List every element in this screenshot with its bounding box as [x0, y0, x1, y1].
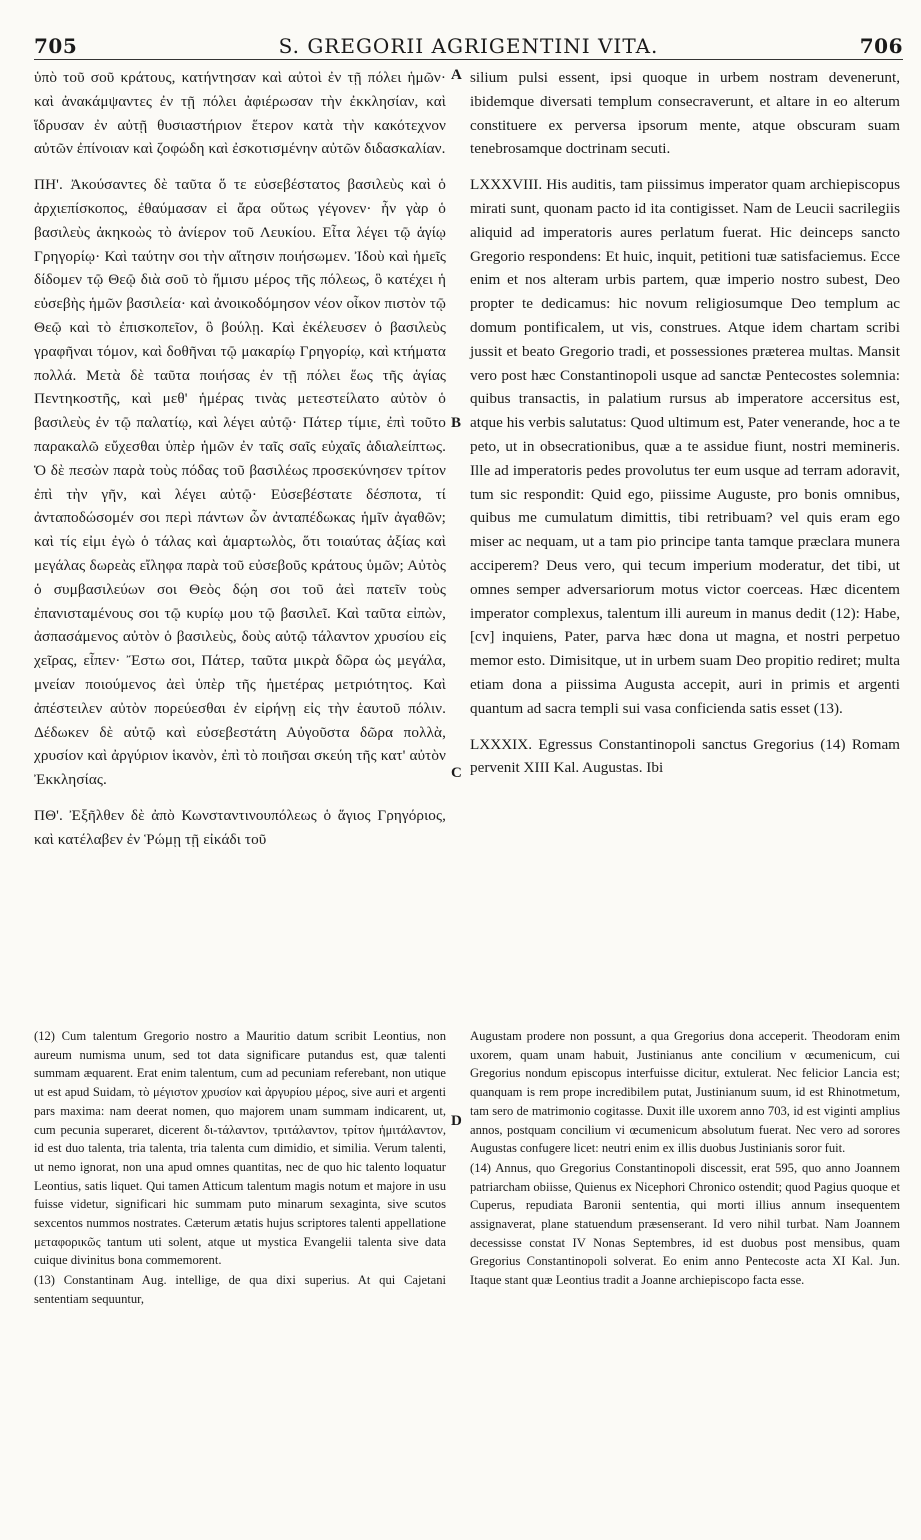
latin-paragraph-continuation: silium pulsi essent, ipsi quoque in urbem nostram devenerunt, ibidemque diversati templum consecraverunt, et altare in eo alterum constituere ex perversa ipsorum mente, atque obscuram suam tenebrosamque doctrinam secuti.	[470, 69, 900, 158]
latin-text-column	[470, 66, 900, 780]
footnotes-right-column	[470, 1027, 900, 1290]
footnotes-left-column	[34, 1027, 446, 1309]
greek-text-column	[34, 66, 446, 852]
running-header	[34, 34, 903, 60]
running-title: S. GREGORII AGRIGENTINI VITA.	[278, 34, 659, 58]
margin-marker-a: A	[451, 67, 462, 83]
footnote-14: (14) Annus, quo Gregorius Constantinopoli discessit, erat 595, quo anno Joannem patriarcham obiisse, Quienus ex Nicephori Chronico ostendit; quod Pagius quoque et Cuperus, repudiata Baronii sententia, qui morti illius annum insequentem assignaverat, plane statuendum præsenserant. Id vero nihil turbat. Nam Joannem decessisse constat IV Nonas Septembres, id est duobus post mensibus, quam Gregorius Constantinopoli solverat. Eo enim anno Pentecoste acta XI Kal. Jun. Itaque stant quæ Leontius tradit a Joanne archiepiscopo facta esse.	[470, 1160, 900, 1288]
greek-paragraph-88: ΠΗ'. Ἀκούσαντες δὲ ταῦτα ὅ τε εὐσεβέστατος βασιλεὺς καὶ ὁ ἀρχιεπίσκοπος, ἐθαύμασαν εἰ ἄρα οὕτως γέγονεν· ἦν γὰρ ὁ βασιλεὺς ἀκηκοὼς τὸ ἀνίερον τοῦ Λευκίου. Εἶτα λέγει τῷ ἁγίῳ Γρηγορίῳ· Καὶ ταύτην σοι τὴν αἴτησιν ποιήσωμεν. Ἰδοὺ καὶ ἡμεῖς δίδομεν τῷ Θεῷ διὰ σοῦ τὸ ἥμισυ μέρος τῆς πόλεως, ὃ κατέχει ἡ εὐσεβὴς ἡμῶν βασιλεία· καὶ ἀνοικοδόμησον νέον οἶκον πιστὸν τῷ Θεῷ καὶ τὸ ἐπισκοπεῖον, ὃ βούλῃ. Καὶ ἐκέλευσεν ὁ βασιλεὺς γραφῆναι τόμον, καὶ δοθῆναι τῷ μακαρίῳ Γρηγορίῳ, καὶ κτήματα πολλά. Μετὰ δὲ ταῦτα ποιήσας ἐν τῇ πόλει ἕως τῆς ἁγίας Πεντηκοστῆς, καὶ μεθ' ἡμέρας τινὰς μετεστείλατο αὐτὸν ὁ βασιλεὺς ἐν τῷ παλατίῳ, καὶ λέγει αὐτῷ· Πάτερ τίμιε, ἐπὶ τοῦτο παρακαλῶ εὔχεσθαι ὑπὲρ ἡμῶν ἐν ταῖς σαῖς εὐχαῖς ἀδιαλείπτως. Ὁ δὲ πεσὼν παρὰ τοὺς πόδας τοῦ βασιλέως προσεκύνησεν τρίτον ἐπὶ τὴν γῆν, καὶ λέγει αὐτῷ· Εὐσεβέστατε δέσποτα, τί ἀνταποδώσομέν σοι περὶ πάντων ὧν ἀνταπέδωκας ἡμῖν ἀγαθῶν; καὶ τίς εἰμι ἐγὼ ὁ τάλας καὶ ἁμαρτωλὸς, ὅτι τοιαύτας ἀξίας καὶ μεγάλας δωρεὰς εἴληφα παρὰ τοῦ εὐσεβοῦς κράτους ὑμῶν; Αὐτὸς ὁ συμβασιλεύων σοι Θεὸς δῴη σοι τοῦ ἀεὶ πατεῖν τοὺς ἐπανισταμένους σοι τῷ κυρίῳ μου τῷ βασιλεῖ. Καὶ ταῦτα εἰπὼν, ἀσπασάμενος αὐτὸν ὁ βασιλεὺς, δοὺς αὐτῷ τάλαντον χρυσίου εἰς χεῖρας, εἶπεν· Ἔστω σοι, Πάτερ, ταῦτα μικρὰ δῶρα ὡς μεγάλα, μνείαν ποιούμενος ἀεὶ ὑπὲρ τῆς ἡμετέρας μετριότητος. Καὶ ἀπέστειλεν αὐτὸν πορεύεσθαι ἐν εἰρήνῃ εἰς τὴν ἑαυτοῦ πόλιν. Δέδωκεν δὲ αὐτῷ καὶ εὐσεβεστάτη Αὐγοῦστα δῶρα πολλὰ, χρυσίον καὶ ἀργύριον ἱκανὸν, ἐπὶ τὸ ποιῆσαι σκεύη τῆς κατ' αὐτὸν Ἐκκλησίας.	[34, 176, 446, 789]
footnote-13: (13) Constantinam Aug. intellige, de qua dixi superius. At qui Cajetani sententiam sequuntur,	[34, 1273, 446, 1306]
latin-paragraph-89: LXXXIX. Egressus Constantinopoli sanctus Gregorius (14) Romam pervenit XIII Kal. Augustas. Ibi	[470, 735, 900, 777]
footnote-12: (12) Cum talentum Gregorio nostro a Mauritio datum scribit Leontius, non aureum numisma unum, sed tot data significare putandus est, quæ talenti summam æquarent. Erat enim talentum, cum ad pecuniam referebant, non utique ut est apud Suidam, τὸ μέγιστον χρυσίον καὶ ἀργυρίου μέρος, sive auri et argenti pars maxima: nam deerat nomen, quo majorem unam summam indicarent, ut, cum pecunia superaret, dicerent δι-τάλαντον, τριτάλαντον, τρίτον ἡμιτάλαντον, id est duo talenta, tria talenta, tria talenta cum dimidio, et similia. Verum talenti, ut nemo ignorat, non una apud omnes quantitas, nec de quo hic talento loquatur Leontius, satis liquet. Qui tamen Atticum talentum magis notum et majore in usu fuisse videtur, significari hic summam puto minarum sexaginta, sive scutos sexcentos nummos nostrates. Cæterum ætatis hujus scriptores talenti appellatione μεταφορικῶς tantum uti solent, atque ut mystica Evangelii talenta sive data cuique divinitus bona commemorent.	[34, 1029, 446, 1268]
page-number-left: 705	[34, 34, 78, 58]
margin-marker-c: C	[451, 765, 462, 781]
greek-paragraph-continuation: ὑπὸ τοῦ σοῦ κράτους, κατήντησαν καὶ αὐτοὶ ἐν τῇ πόλει ἡμῶν· καὶ ἀνακάμψαντες ἐν τῇ πόλει ἀφιέρωσαν τὴν ἐκκλησίαν, καὶ ἵδρυσαν ἐν αὐτῇ θυσιαστήριον ἕτερον κατὰ τὴν κακότεχνον αὐτῶν ἐπίνοιαν καὶ ζοφώδη καὶ ἐσκοτισμένην αὐτῶν διδασκαλίαν.	[34, 69, 446, 158]
page-number-right: 706	[859, 34, 903, 58]
latin-paragraph-88: LXXXVIII. His auditis, tam piissimus imperator quam archiepiscopus mirati sunt, quonam pacto id ita contigisset. Nam de Leucii sacrilegiis aliquid ad imperatoris aures perlatum fuerat. Hic deinceps sancto Gregorio respondens: Et huic, inquit, petitioni tuæ satisfaciemus. Ecce enim et nos alteram urbis partem, quæ imperio nostro subest, Deo propter te dedicamus: hic novum religiosumque Deo templum ac domum pontificalem, ut vis, construes. Atque idem chartam scribi jussit et beato Gregorio tradi, et possessiones præterea multas. Mansit vero post hæc Constantinopoli usque ad sanctæ Pentecostes solemnia: quibus transactis, in palatium rursus ab imperatore accersitus est, atque his verbis salutatus: Quod ultimum est, Pater venerande, hoc a te peto, ut in obsecrationibus, quæ a te assidue fiunt, nostri memineris. Ille ad imperatoris pedes provolutus ter eum usque ad terram adoravit, tum sic respondit: Quid ego, piissime Auguste, pro bonis omnibus, quibus me cumulatum dimittis, tibi retribuam? vel quis eram ego miser ac nequam, ut a tam pio principe tanta tamque præclara munera acciperem? Deus vero, qui tecum imperium moderatur, det tibi, ut omnes semper adversariorum motus victor coerceas. Hæc dicentem imperator complexus, talentum illi aureum in manus dedit (12): Habe, [cv] inquiens, Pater, parva hæc dona ut magna, et nostri perpetuo memor esto. Dimisitque, ut in urbem suam Deo propitio rediret; multa etiam dona a piissima Augusta accepit, auri in primis et argenti quantum ad sacra templi sui vasa conficienda satis esset (13).	[470, 176, 900, 717]
margin-marker-d: D	[451, 1113, 462, 1129]
footnote-13-continuation: Augustam prodere non possunt, a qua Gregorius dona acceperit. Theodoram enim uxorem, quam unam habuit, Justinianus ante concilium v œcumenicum, cui Gregorius nondum episcopus interfuisse dicitur, extulerat. Nec felicior Lancia est; quanquam is rem prope incredibilem putat, Justinianum suum, id est Rhinotmetum, tam sero de matrimonio cogitasse. Duxit ille uxorem anno 703, id est viginti amplius annos, postquam concilium vi œcumenicum absolutum fuerat. Nec vero ad sorores Augustas confugere licet: neutri enim ex illis duobus Justinianis soror fuit.	[470, 1029, 900, 1156]
margin-marker-b: B	[451, 415, 462, 431]
greek-paragraph-89: ΠΘ'. Ἐξῆλθεν δὲ ἀπὸ Κωνσταντινουπόλεως ὁ ἅγιος Γρηγόριος, καὶ κατέλαβεν ἐν Ῥώμῃ τῇ εἰκάδι τοῦ	[34, 806, 446, 848]
